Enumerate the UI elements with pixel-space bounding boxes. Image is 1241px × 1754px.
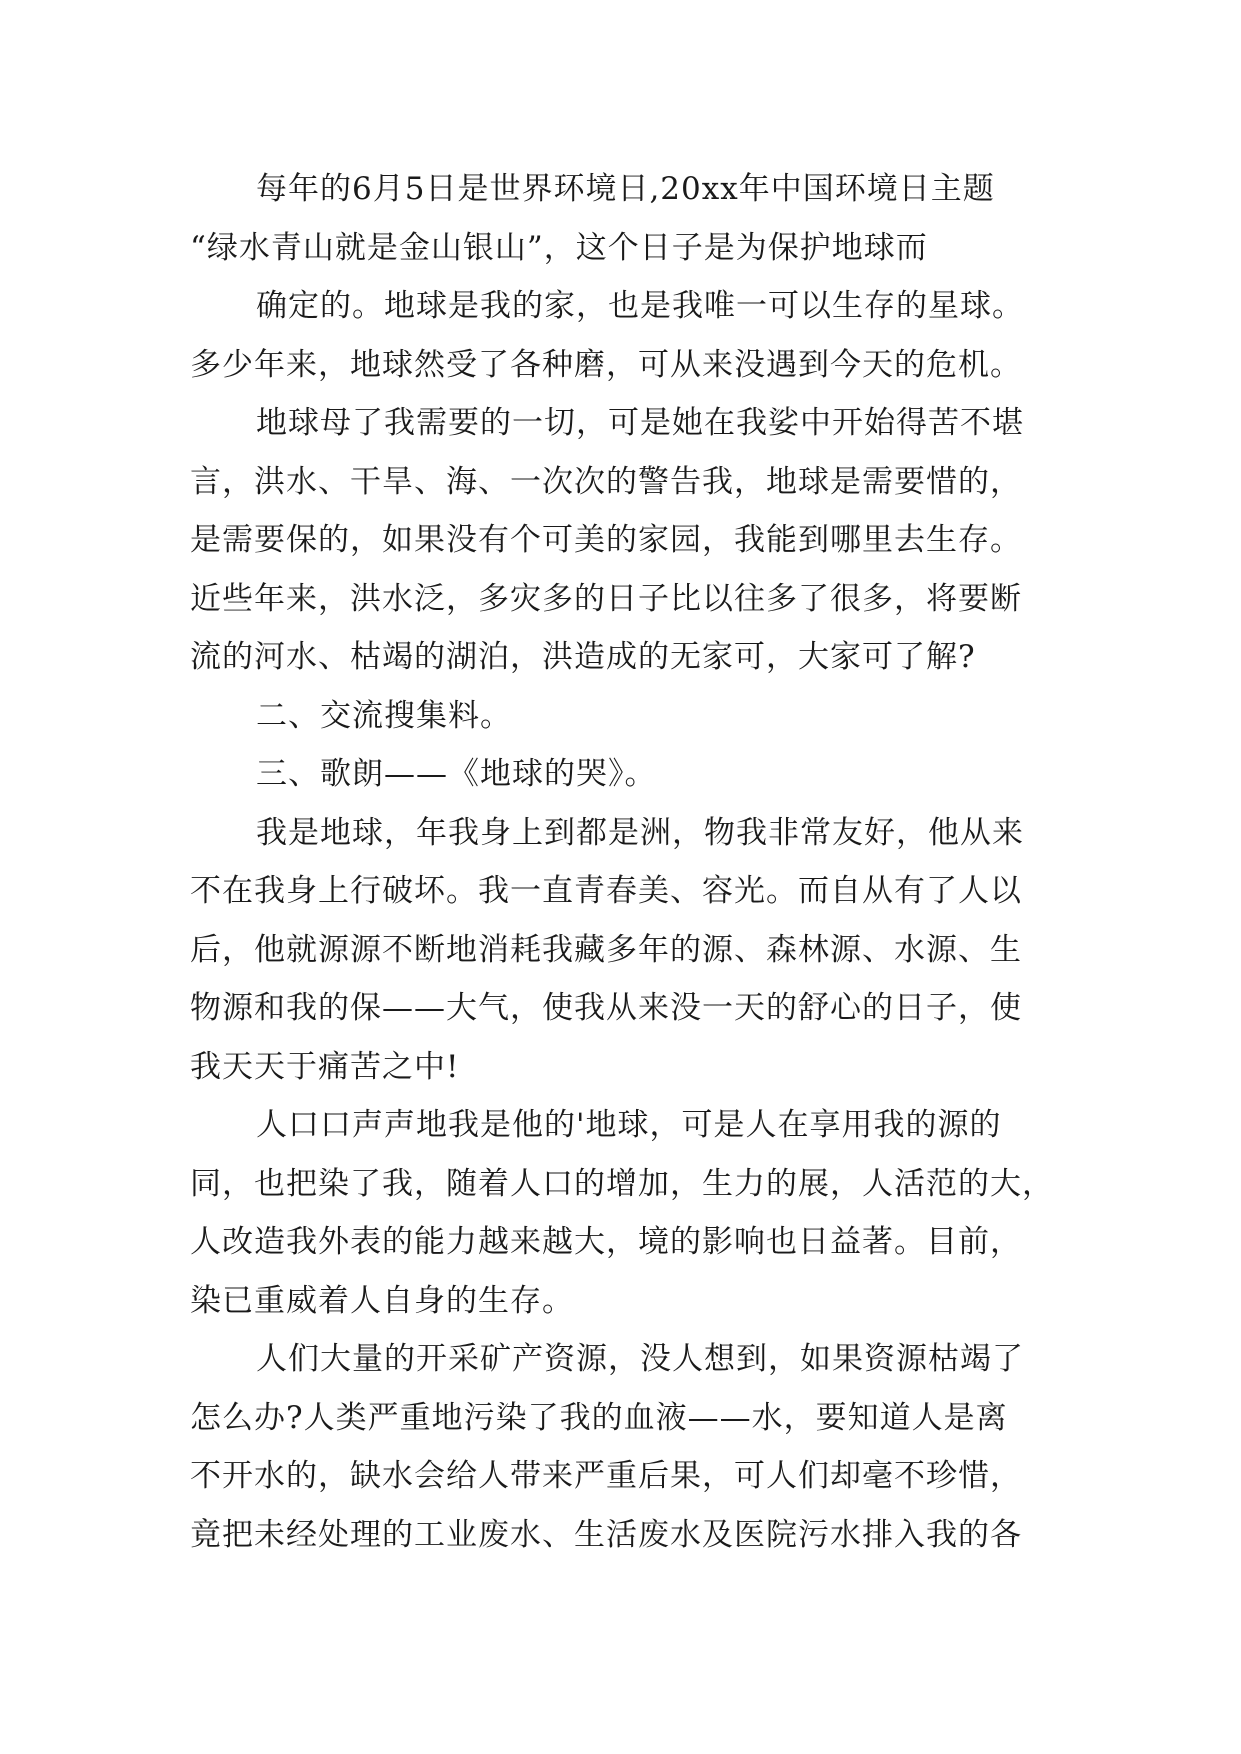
text-line: 三、歌朗——《地球的哭》。 (256, 756, 657, 792)
text-line: 二、交流搜集料。 (256, 697, 512, 734)
text-line: 我天天于痛苦之中! (190, 1048, 460, 1085)
text-line: 后，他就源源不断地消耗我藏多年的源、森林源、水源、生 (190, 931, 1022, 968)
text-line: 物源和我的保——大气，使我从来没一天的舒心的日子，使 (190, 990, 1022, 1026)
text-line: 地球母了我需要的一切，可是她在我娑中开始得苦不堪 (256, 405, 1024, 441)
text-line: 染已重威着人自身的生存。 (190, 1282, 574, 1319)
text-line: 同，也把染了我，随着人口的增加，生力的展，人活范的大， (190, 1165, 1054, 1202)
text-line: 怎么办?人类严重地污染了我的血液——水，要知道人是离 (190, 1399, 1008, 1436)
text-line: 人们大量的开采矿产资源，没人想到，如果资源枯竭了 (256, 1341, 1024, 1377)
text-line: 人口口声声地我是他的'地球，可是人在享用我的源的 (256, 1107, 1002, 1143)
text-line: 近些年来，洪水泛，多灾多的日子比以往多了很多，将要断 (190, 580, 1022, 617)
text-line: 不开水的，缺水会给人带来严重后果，可人们却毫不珍惜， (190, 1458, 1022, 1494)
text-line: 人改造我外表的能力越来越大，境的影响也日益著。目前， (190, 1224, 1022, 1260)
text-line: 多少年来，地球然受了各种磨，可从来没遇到今天的危机。 (190, 346, 1022, 383)
text-line: 言，洪水、干旱、海、一次次的警告我，地球是需要惜的， (190, 463, 1022, 500)
text-line: 不在我身上行破坏。我一直青春美、容光。而自从有了人以 (190, 873, 1022, 909)
text-line: 竟把未经处理的工业废水、生活废水及医院污水排入我的各 (190, 1516, 1022, 1553)
text-line: 确定的。地球是我的家，也是我唯一可以生存的星球。 (256, 288, 1024, 324)
text-line: 我是地球，年我身上到都是洲，物我非常友好，他从来 (256, 814, 1024, 851)
document-body (190, 160, 1060, 1564)
text-line: “绿水青山就是金山银山”，这个日子是为保护地球而 (190, 229, 928, 266)
text-line: 是需要保的，如果没有个可美的家园，我能到哪里去生存。 (190, 522, 1022, 558)
text-line: 每年的6月5日是世界环境日,20xx年中国环境日主题 (256, 171, 995, 207)
text-line: 流的河水、枯竭的湖泊，洪造成的无家可，大家可了解? (190, 639, 976, 675)
